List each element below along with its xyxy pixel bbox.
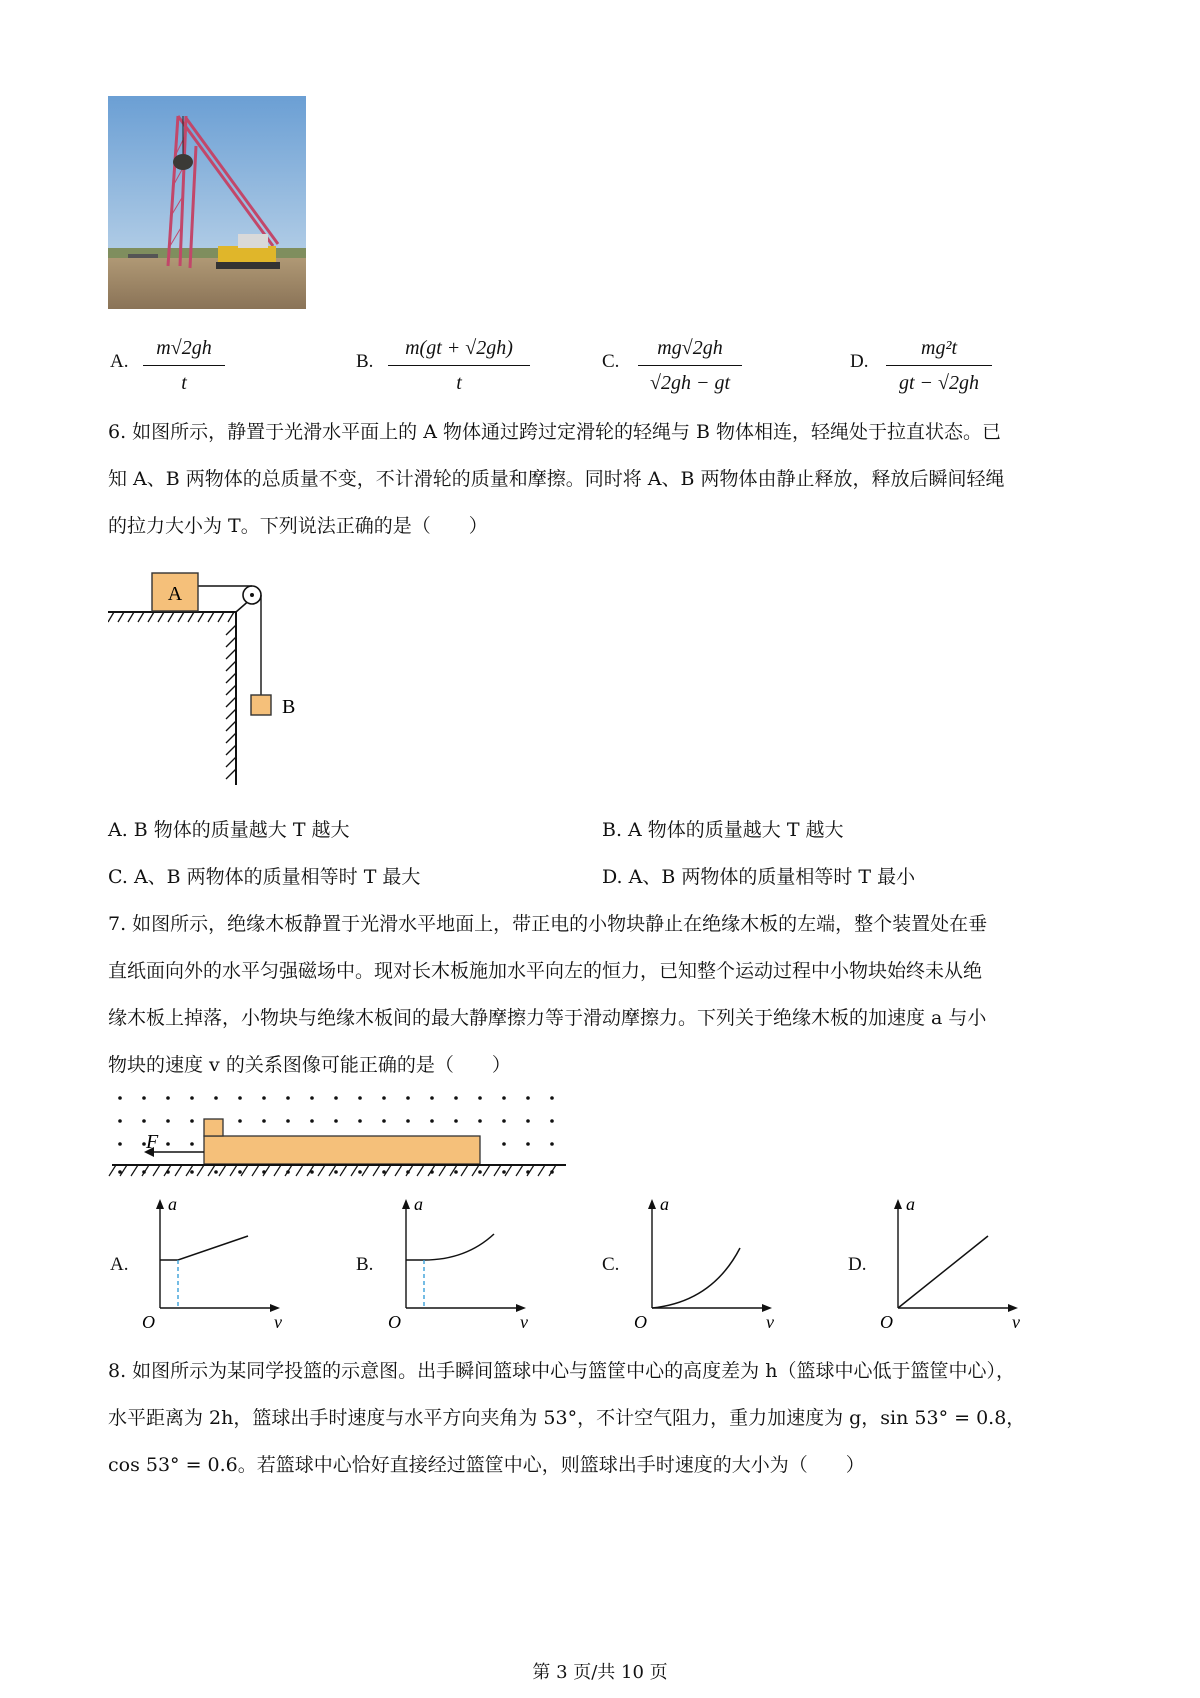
q5-option-a-denominator: t: [181, 372, 187, 394]
field-dot: [238, 1119, 242, 1123]
ground-hatch: [197, 1165, 204, 1176]
field-dot: [310, 1119, 314, 1123]
ground-hatch: [120, 1165, 127, 1176]
field-dot: [454, 1170, 458, 1174]
q6-option-a: A. B 物体的质量越大 T 越大: [108, 819, 350, 841]
q5-option-b-denominator: t: [456, 372, 462, 394]
field-dot: [550, 1119, 554, 1123]
graph-b-origin: O: [388, 1312, 401, 1330]
ground-hatch: [505, 1165, 512, 1176]
q5-option-d-numerator: mg²t: [921, 337, 957, 359]
field-dot: [166, 1096, 170, 1100]
field-dot: [406, 1119, 410, 1123]
ground-hatch: [516, 1165, 523, 1176]
ground-hatch: [549, 1165, 556, 1176]
q7-line-1: 7. 如图所示，绝缘木板静置于光滑水平地面上，带正电的小物块静止在绝缘木板的左端，整个装置处在垂: [108, 913, 988, 935]
ground-hatch: [241, 1165, 248, 1176]
field-dot: [190, 1142, 194, 1146]
field-dot: [550, 1142, 554, 1146]
ground-hatch: [175, 1165, 182, 1176]
ground-hatch: [351, 1165, 358, 1176]
q6-pulley-diagram: [108, 565, 318, 790]
field-dot: [118, 1096, 122, 1100]
q5-option-c-numerator: mg√2gh: [657, 337, 723, 359]
ground-hatch: [373, 1165, 380, 1176]
ground-hatch: [329, 1165, 336, 1176]
field-dot: [142, 1119, 146, 1123]
field-dot: [550, 1096, 554, 1100]
q5-option-d-label: D.: [850, 351, 869, 372]
q6-option-c: C. A、B 两物体的质量相等时 T 最大: [108, 866, 421, 888]
field-dot: [214, 1170, 218, 1174]
q8-line-1: 8. 如图所示为某同学投篮的示意图。出手瞬间篮球中心与篮筐中心的高度差为 h（篮球中心低于篮筐中心），: [108, 1360, 1015, 1382]
q7-line-3: 缘木板上掉落，小物块与绝缘木板间的最大静摩擦力等于滑动摩擦力。下列关于绝缘木板的加速度 a 与小: [108, 1007, 987, 1029]
ground-hatch: [439, 1165, 446, 1176]
q5-option-d-denominator: gt − √2gh: [898, 372, 980, 394]
ground-hatch: [538, 1165, 545, 1176]
q5-option-c-label: C.: [602, 351, 620, 372]
ground-hatch: [428, 1165, 435, 1176]
field-dot: [166, 1142, 170, 1146]
q5-option-b-fraction: [388, 333, 530, 398]
field-dot: [358, 1170, 362, 1174]
field-dot: [190, 1170, 194, 1174]
field-dot: [358, 1096, 362, 1100]
ground-hatch: [494, 1165, 501, 1176]
block-a-label: A: [167, 583, 183, 605]
ground-hatch: [153, 1165, 160, 1176]
q8-line-2: 水平距离为 2h，篮球出手时速度与水平方向夹角为 53°，不计空气阻力，重力加速度为 g，sin 53° = 0.8，: [108, 1407, 1026, 1429]
ground-hatch: [340, 1165, 347, 1176]
q5-option-a-fraction: [143, 333, 225, 398]
field-dot: [214, 1096, 218, 1100]
page-footer: 第 3 页/共 10 页: [532, 1662, 668, 1683]
field-dot: [358, 1119, 362, 1123]
q7-graph-c-label: C.: [602, 1254, 620, 1275]
crane-photo: [108, 96, 306, 309]
q5-option-b-label: B.: [356, 351, 374, 372]
field-dot: [454, 1119, 458, 1123]
graph-c-x-label: v: [766, 1312, 774, 1330]
ground-hatch: [131, 1165, 138, 1176]
ground-hatch: [208, 1165, 215, 1176]
field-dot: [502, 1142, 506, 1146]
q6-line-2: 知 A、B 两物体的总质量不变，不计滑轮的质量和摩擦。同时将 A、B 两物体由静止释放，释放后瞬间轻绳: [108, 468, 1005, 490]
graph-a-origin: O: [142, 1312, 155, 1330]
q5-option-c-fraction: [638, 333, 742, 398]
q6-option-b: B. A 物体的质量越大 T 越大: [602, 819, 844, 841]
field-dot: [526, 1096, 530, 1100]
field-dot: [334, 1170, 338, 1174]
field-dot: [262, 1096, 266, 1100]
ground-hatch: [395, 1165, 402, 1176]
ground-hatch: [285, 1165, 292, 1176]
ground-hatch: [318, 1165, 325, 1176]
q6-line-3: 的拉力大小为 T。下列说法正确的是（ ）: [108, 515, 488, 537]
field-dot: [478, 1170, 482, 1174]
field-dot: [406, 1096, 410, 1100]
q7-board-diagram: [108, 1090, 570, 1180]
q7-graph-d-label: D.: [848, 1254, 867, 1275]
ground-hatch: [483, 1165, 490, 1176]
ground-hatch: [164, 1165, 171, 1176]
ground-hatch: [417, 1165, 424, 1176]
q5-option-d-fraction: [886, 333, 992, 398]
field-dot: [190, 1096, 194, 1100]
q6-line-1: 6. 如图所示，静置于光滑水平面上的 A 物体通过跨过定滑轮的轻绳与 B 物体相连，轻绳处于拉直状态。已: [108, 421, 1002, 443]
graph-b-y-label: a: [414, 1194, 423, 1214]
graph-d-y-label: a: [906, 1194, 915, 1214]
field-dot: [502, 1119, 506, 1123]
q7-graph-b: [386, 1190, 536, 1330]
ground-hatch: [472, 1165, 479, 1176]
q7-graph-b-label: B.: [356, 1254, 374, 1275]
graph-a-x-label: v: [274, 1312, 282, 1330]
field-dot: [334, 1096, 338, 1100]
force-label: F: [146, 1131, 159, 1153]
field-dot: [430, 1119, 434, 1123]
graph-d-x-label: v: [1012, 1312, 1020, 1330]
field-dot: [118, 1142, 122, 1146]
ground-hatch: [252, 1165, 259, 1176]
field-dot: [238, 1170, 242, 1174]
ground-hatch: [296, 1165, 303, 1176]
field-dot: [190, 1119, 194, 1123]
field-dot: [118, 1119, 122, 1123]
graph-c-y-label: a: [660, 1194, 669, 1214]
q5-option-a-label: A.: [110, 351, 129, 372]
field-dot: [238, 1096, 242, 1100]
q6-option-d: D. A、B 两物体的质量相等时 T 最小: [602, 866, 916, 888]
graph-b-x-label: v: [520, 1312, 528, 1330]
ground-hatch: [109, 1165, 116, 1176]
q7-line-2: 直纸面向外的水平匀强磁场中。现对长木板施加水平向左的恒力，已知整个运动过程中小物块始终未从绝: [108, 960, 983, 982]
field-dot: [454, 1096, 458, 1100]
ground-hatch: [362, 1165, 369, 1176]
field-dot: [382, 1096, 386, 1100]
block-b-label: B: [282, 696, 296, 718]
ground-hatch: [219, 1165, 226, 1176]
q7-graph-a: [140, 1190, 290, 1330]
ground-hatch: [461, 1165, 468, 1176]
graph-d-origin: O: [880, 1312, 893, 1330]
q7-line-4: 物块的速度 v 的关系图像可能正确的是（ ）: [108, 1054, 511, 1076]
field-dot: [502, 1096, 506, 1100]
field-dot: [478, 1096, 482, 1100]
field-dot: [502, 1170, 506, 1174]
field-dot: [526, 1119, 530, 1123]
graph-c-origin: O: [634, 1312, 647, 1330]
ground-hatch: [230, 1165, 237, 1176]
field-dot: [262, 1119, 266, 1123]
ground-hatch: [384, 1165, 391, 1176]
ground-hatch: [274, 1165, 281, 1176]
field-dot: [286, 1096, 290, 1100]
field-dot: [310, 1096, 314, 1100]
field-dot: [526, 1142, 530, 1146]
q7-graph-a-label: A.: [110, 1254, 129, 1275]
field-dot: [382, 1119, 386, 1123]
field-dot: [334, 1119, 338, 1123]
field-dot: [166, 1119, 170, 1123]
field-dot: [430, 1096, 434, 1100]
q5-option-b-numerator: m(gt + √2gh): [405, 337, 513, 359]
q5-option-a-numerator: m√2gh: [156, 337, 212, 359]
q7-graph-d: [878, 1190, 1028, 1330]
q7-graph-c: [632, 1190, 782, 1330]
field-dot: [478, 1119, 482, 1123]
graph-a-y-label: a: [168, 1194, 177, 1214]
field-dot: [142, 1096, 146, 1100]
q5-option-c-denominator: √2gh − gt: [649, 372, 731, 394]
field-dot: [286, 1119, 290, 1123]
q8-line-3: cos 53° = 0.6。若篮球中心恰好直接经过篮筐中心，则篮球出手时速度的大小为（ ）: [108, 1454, 865, 1476]
